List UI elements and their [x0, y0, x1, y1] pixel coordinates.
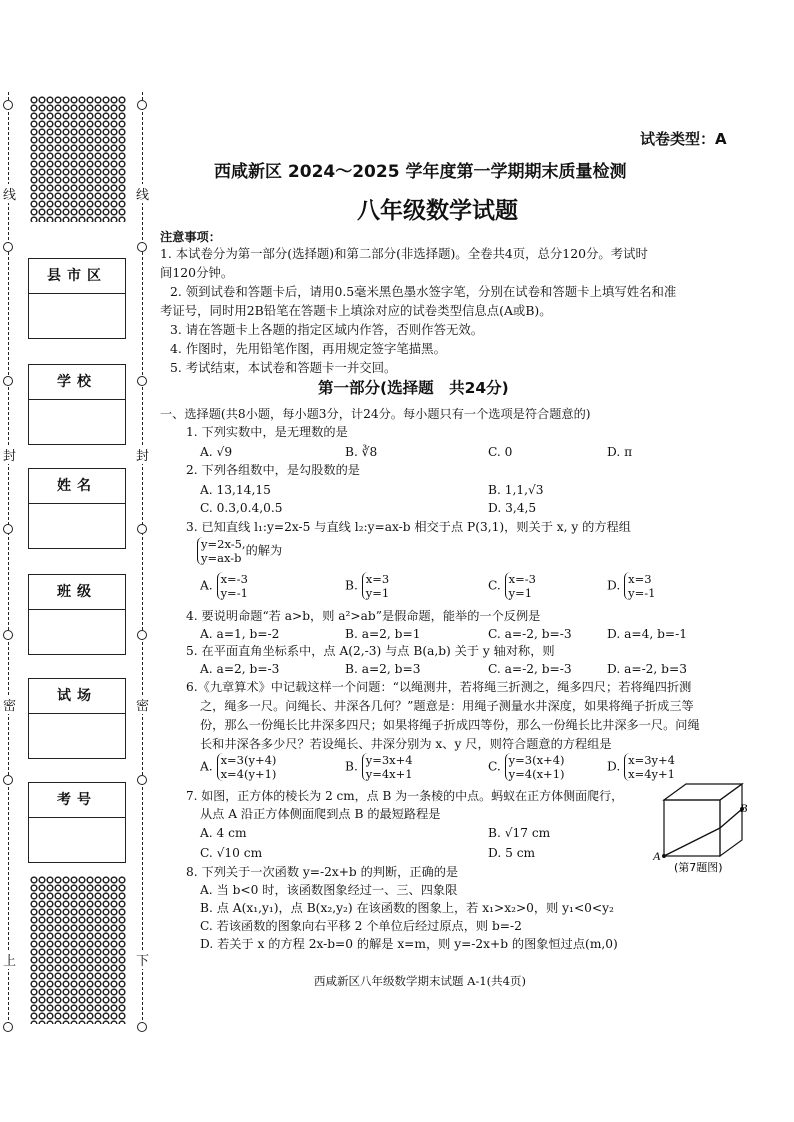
q6-option-a[interactable]: A. x=3(y+4) x=4(y+1) [200, 753, 277, 781]
q6-d-eq2: x=4y+1 [628, 767, 675, 781]
notice-line: 1. 本试卷分为第一部分(选择题)和第二部分(非选择题)。全卷共4页，总分120分。考试时 [160, 246, 648, 261]
q5-option-c[interactable]: C. a=-2, b=-3 [488, 662, 572, 676]
binding-ring [137, 242, 147, 252]
paper-subtitle: 八年级数学试题 [357, 198, 518, 224]
q3-option-c[interactable]: C. x=-3 y=1 [488, 572, 536, 600]
field-exam-number-label: 考号 [29, 783, 125, 818]
q3-stem: 3. 已知直线 l₁:y=2x-5 与直线 l₂:y=ax-b 相交于点 P(3,1)，则关于 x, y 的方程组 [186, 520, 631, 534]
q3-a-eq1: x=-3 [220, 572, 248, 586]
q3-option-b[interactable]: B. x=3 y=1 [345, 572, 390, 600]
q8-option-a[interactable]: A. 当 b<0 时，该函数图象经过一、三、四象限 [200, 883, 458, 897]
notice-line: 间120分钟。 [160, 265, 234, 280]
q3-a-eq2: y=-1 [220, 586, 248, 600]
binding-mark-top: 上 [3, 950, 16, 969]
q6-c-eq2: y=4(x+1) [508, 767, 565, 781]
field-name-blank[interactable] [29, 504, 125, 548]
binding-ring [137, 100, 147, 110]
q6-stem-line: 6.《九章算术》中记载这样一个问题：“以绳测井，若将绳三折测之，绳多四尺；若将绳四折测 [186, 680, 692, 694]
q8-option-d[interactable]: D. 若关于 x 的方程 2x-b=0 的解是 x=m，则 y=-2x+b 的图象恒过点(m,0) [200, 937, 618, 951]
q6-b-eq2: y=4x+1 [365, 767, 413, 781]
notice-line: 5. 考试结束，本试卷和答题卡一并交回。 [170, 360, 397, 375]
q4-option-c[interactable]: C. a=-2, b=-3 [488, 627, 572, 641]
q1-option-c[interactable]: C. 0 [488, 445, 513, 459]
section-intro: 一、选择题(共8小题，每小题3分，计24分。每小题只有一个选项是符合题意的) [160, 407, 591, 421]
q6-stem-line: 长和井深各多少尺？若设绳长、井深分别为 x、y 尺，则符合题意的方程组是 [200, 737, 612, 751]
q8-stem: 8. 下列关于一次函数 y=-2x+b 的判断，正确的是 [186, 865, 459, 879]
binding-ring [137, 630, 147, 640]
q7-stem-line: 7. 如图，正方体的棱长为 2 cm，点 B 为一条棱的中点。蚂蚁在正方体侧面爬行， [186, 789, 624, 803]
q7-cube-figure [652, 776, 752, 874]
binding-mark-line: 线 [3, 184, 16, 203]
notice-line: 考证号，同时用2B铅笔在答题卡上填涂对应的试卷类型信息点(A或B)。 [160, 303, 552, 318]
q3-d-eq1: x=3 [628, 572, 652, 586]
field-name[interactable] [28, 468, 126, 549]
q2-option-b[interactable]: B. 1,1,√3 [488, 483, 544, 497]
q3-system-eq1: y=2x-5, [201, 537, 246, 551]
binding-ring [3, 1022, 13, 1032]
binding-ring [137, 1022, 147, 1032]
binding-mark-secret: 密 [136, 695, 149, 714]
field-county[interactable] [28, 258, 126, 339]
field-school-label: 学校 [29, 365, 125, 400]
binding-mark-seal: 封 [3, 445, 16, 464]
part1-title: 第一部分(选择题 共24分) [318, 379, 509, 397]
label-point-a: A [653, 849, 661, 863]
field-class-label: 班级 [29, 575, 125, 610]
q2-option-a[interactable]: A. 13,14,15 [200, 483, 271, 497]
field-exam-number-blank[interactable] [29, 818, 125, 862]
dot-pattern-bottom [30, 876, 126, 1024]
field-class[interactable] [28, 574, 126, 655]
point-a [662, 854, 666, 858]
q8-option-b[interactable]: B. 点 A(x₁,y₁)，点 B(x₂,y₂) 在该函数的图象上，若 x₁>x₂>0，则 y₁<0<y₂ [200, 901, 614, 915]
q3-c-eq1: x=-3 [508, 572, 536, 586]
q7-option-d[interactable]: D. 5 cm [488, 846, 536, 860]
q7-stem-line: 从点 A 沿正方体侧面爬到点 B 的最短路程是 [200, 807, 441, 821]
binding-mark-bottom: 下 [136, 950, 149, 969]
field-name-label: 姓名 [29, 469, 125, 504]
field-school[interactable] [28, 364, 126, 445]
q7-option-c[interactable]: C. √10 cm [200, 846, 263, 860]
q2-option-c[interactable]: C. 0.3,0.4,0.5 [200, 501, 283, 515]
field-class-blank[interactable] [29, 610, 125, 654]
cube-path-side [720, 809, 742, 828]
binding-ring [3, 242, 13, 252]
q5-option-b[interactable]: B. a=2, b=3 [345, 662, 421, 676]
q8-option-c[interactable]: C. 若该函数的图象向右平移 2 个单位后经过原点，则 b=-2 [200, 919, 522, 933]
q6-b-eq1: y=3x+4 [365, 753, 413, 767]
field-county-label: 县市区 [29, 259, 125, 294]
q4-option-d[interactable]: D. a=4, b=-1 [607, 627, 687, 641]
q5-option-d[interactable]: D. a=-2, b=3 [607, 662, 687, 676]
q1-option-a[interactable]: A. √9 [200, 445, 233, 459]
q6-a-eq1: x=3(y+4) [220, 753, 277, 767]
q1-stem: 1. 下列实数中，是无理数的是 [186, 425, 348, 439]
q3-stem-tail: 的解为 [245, 543, 283, 558]
field-exam-number[interactable] [28, 782, 126, 863]
binding-ring [3, 524, 13, 534]
q6-c-eq1: y=3(x+4) [508, 753, 565, 767]
cube-path-front [664, 828, 720, 856]
binding-mark-secret: 密 [3, 695, 16, 714]
dot-pattern-top [30, 96, 126, 222]
q3-system-eq2: y=ax-b [201, 551, 242, 565]
q6-d-eq1: x=3y+4 [628, 753, 675, 767]
field-school-blank[interactable] [29, 400, 125, 444]
field-exam-room[interactable] [28, 678, 126, 759]
q6-stem-line: 份，那么一份绳长比井深多四尺；如果将绳子折成四等份，那么一份绳长比井深多一尺。问绳 [200, 718, 700, 732]
binding-ring [3, 376, 13, 386]
q3-c-eq2: y=1 [508, 586, 533, 600]
binding-ring [137, 775, 147, 785]
q2-stem: 2. 下列各组数中，是勾股数的是 [186, 463, 360, 477]
q3-system [197, 537, 282, 565]
q4-stem: 4. 要说明命题“若 a>b，则 a²>ab”是假命题，能举的一个反例是 [186, 609, 541, 623]
q7-option-b[interactable]: B. √17 cm [488, 826, 551, 840]
q6-option-c[interactable]: C. y=3(x+4) y=4(x+1) [488, 753, 565, 781]
q6-option-b[interactable]: B. y=3x+4 y=4x+1 [345, 753, 413, 781]
binding-ring [3, 775, 13, 785]
binding-line-left [8, 92, 9, 1030]
q3-option-d[interactable]: D. x=3 y=-1 [607, 572, 656, 600]
label-point-b: B [740, 801, 748, 815]
q7-option-a[interactable]: A. 4 cm [200, 826, 247, 840]
q4-option-a[interactable]: A. a=1, b=-2 [200, 627, 280, 641]
figure-caption: (第7题图) [674, 861, 723, 874]
q6-a-eq2: x=4(y+1) [220, 767, 277, 781]
notice-line: 3. 请在答题卡上各题的指定区域内作答，否则作答无效。 [170, 322, 484, 337]
binding-ring [137, 524, 147, 534]
notice-line: 4. 作图时，先用铅笔作图，再用规定签字笔描黑。 [170, 341, 446, 356]
exam-title: 西咸新区 2024～2025 学年度第一学期期末质量检测 [214, 162, 627, 182]
q5-stem: 5. 在平面直角坐标系中，点 A(2,-3) 与点 B(a,b) 关于 y 轴对称，则 [186, 644, 555, 658]
page-footer: 西咸新区八年级数学期末试题 A-1(共4页) [314, 974, 526, 988]
q1-option-b[interactable]: B. ∛8 [345, 445, 378, 459]
binding-ring [3, 630, 13, 640]
paper-type: 试卷类型：A [640, 130, 727, 148]
binding-ring [3, 100, 13, 110]
q4-option-b[interactable]: B. a=2, b=1 [345, 627, 421, 641]
cube-front-face [664, 800, 720, 856]
notice-heading: 注意事项： [160, 230, 221, 244]
q1-option-d[interactable]: D. π [607, 445, 633, 459]
q3-b-eq2: y=1 [365, 586, 390, 600]
q3-d-eq2: y=-1 [628, 586, 656, 600]
binding-line-right [142, 92, 143, 1030]
notice-line: 2. 领到试卷和答题卡后，请用0.5毫米黑色墨水签字笔，分别在试卷和答题卡上填写姓名和准 [170, 284, 677, 299]
q6-stem-line: 之，绳多一尺。问绳长、井深各几何？”题意是：用绳子测量水井深度，如果将绳子折成三等 [200, 699, 694, 713]
field-exam-room-label: 试场 [29, 679, 125, 714]
q3-option-a[interactable]: A. x=-3 y=-1 [200, 572, 248, 600]
binding-ring [137, 376, 147, 386]
binding-mark-line: 线 [136, 184, 149, 203]
binding-mark-seal: 封 [136, 445, 149, 464]
q2-option-d[interactable]: D. 3,4,5 [488, 501, 537, 515]
field-county-blank[interactable] [29, 294, 125, 338]
cube-right-face [720, 784, 742, 856]
q5-option-a[interactable]: A. a=2, b=-3 [200, 662, 280, 676]
q6-option-d[interactable]: D. x=3y+4 x=4y+1 [607, 753, 675, 781]
q3-b-eq1: x=3 [365, 572, 390, 586]
field-exam-room-blank[interactable] [29, 714, 125, 758]
